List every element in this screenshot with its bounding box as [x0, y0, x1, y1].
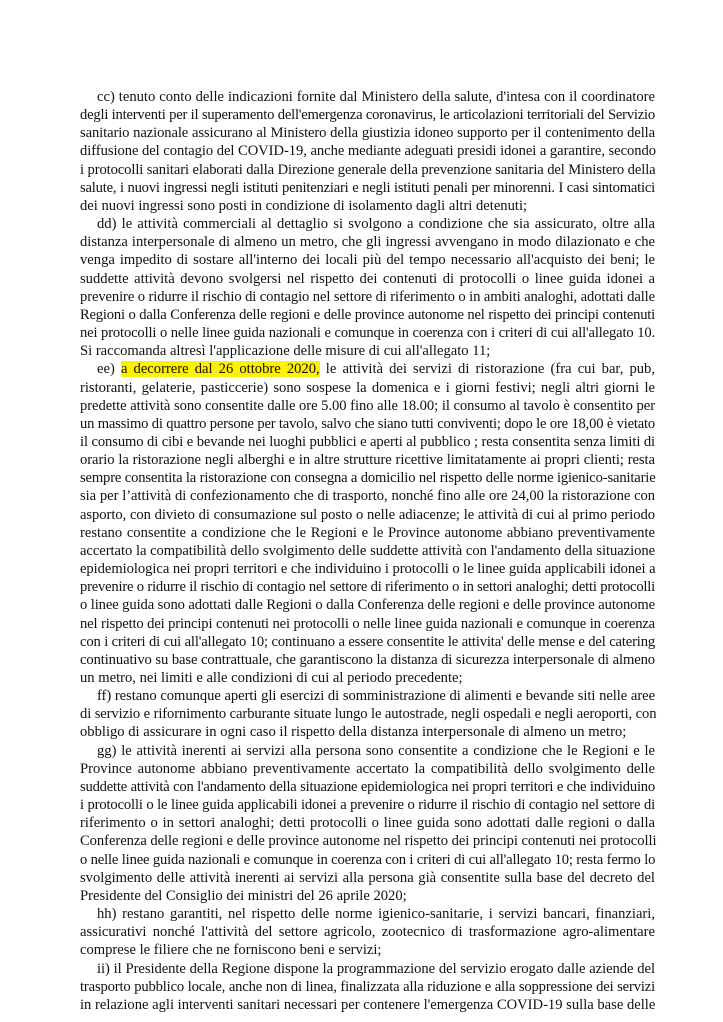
- paragraph-ff: [80, 687, 655, 741]
- text-line: [80, 360, 655, 378]
- text-line: ristoranti, gelaterie, pasticcerie) sono sospese la domenica e i giorni festivi; negli altri giorni le: [80, 379, 655, 396]
- text-line: suddette attività con l'andamento della situazione epidemiologica nei propri territori e che individuino: [80, 778, 655, 795]
- text-line: orario la ristorazione negli alberghi e in altre strutture ricettive limitatamente ai propri clienti; resta: [80, 452, 655, 469]
- text-line: suddette attività devono svolgersi nel rispetto dei contenuti di protocolli o linee guida idonei a: [80, 270, 655, 287]
- text-line: sempre consentita la ristorazione con consegna a domicilio nel rispetto delle norme igienico-sanitarie: [80, 470, 656, 487]
- text-line: venga impedito di sostare all'interno dei locali più del tempo necessario all'acquisto dei beni; le: [80, 252, 655, 269]
- highlighted-text: a decorrere dal 26 ottobre 2020,: [120, 361, 320, 378]
- text-line: comprese le filiere che ne forniscono beni e servizi;: [80, 942, 382, 959]
- text-line: un massimo di quattro persone per tavolo, salvo che siano tutti conviventi; dopo le ore 18,00 è vietato: [80, 415, 655, 432]
- text-line: o linee guida sono adottati dalle Regioni o dalla Conferenza delle regioni e delle province autonome: [80, 597, 655, 614]
- text-line: degli interventi per il superamento dell'emergenza coronavirus, le articolazioni territoriali del Servizio: [80, 107, 655, 124]
- text-line: sanitario nazionale assicurano al Ministero della giustizia idoneo supporto per il contenimento della: [80, 125, 655, 142]
- text-line: il consumo di cibi e bevande nei luoghi pubblici e aperti al pubblico ; resta consentita senza limiti di: [80, 433, 655, 450]
- text-line: continuativo su base contrattuale, che garantiscono la distanza di sicurezza interpersonale di almeno: [80, 651, 655, 668]
- text-line: Regioni o dalla Conferenza delle regioni e delle province autonome nel rispetto dei principi contenuti: [80, 306, 655, 323]
- line-text: le attività dei servizi di ristorazione (fra cui bar, pub,: [319, 361, 655, 378]
- text-line: riferimento o in settori analoghi; detti protocolli o linee guida sono adottati dalle regioni o dalla: [80, 815, 655, 832]
- document-page: [80, 88, 655, 1014]
- text-line: i protocolli o le linee guida applicabili idonei a prevenire o ridurre il rischio di contagio nel settore di: [80, 797, 655, 814]
- text-line: gg) le attività inerenti ai servizi alla persona sono consentite a condizione che le Regioni e le: [97, 742, 655, 759]
- text-line: svolgimento delle attività inerenti ai servizi alla persona già consentite sulla base del decreto del: [80, 869, 655, 886]
- text-line: Presidente del Consiglio dei ministri del 26 aprile 2020;: [80, 887, 407, 904]
- text-line: sia per l’attività di confezionamento che di trasporto, nonché fino alle ore 24,00 la ristorazione con: [80, 488, 655, 505]
- text-line: un metro, nei limiti e alle condizioni di cui al periodo precedente;: [80, 670, 463, 686]
- text-line: prevenire o ridurre il rischio di contagio nel settore di riferimento o in settori analoghi; detti protocolli: [80, 579, 655, 596]
- text-line: asporto, con divieto di consumazione sul posto o nelle adiacenze; le attività di cui al primo periodo: [80, 506, 655, 523]
- paragraph-hh: [80, 905, 655, 959]
- text-line: Si raccomanda altresì l'applicazione delle misure di cui all'allegato 11;: [80, 343, 491, 360]
- text-line: hh) restano garantiti, nel rispetto delle norme igienico-sanitarie, i servizi bancari, finanziari,: [97, 906, 655, 923]
- text-line: distanza interpersonale di almeno un metro, che gli ingressi avvengano in modo dilazionato e che: [80, 234, 655, 251]
- text-line: cc) tenuto conto delle indicazioni fornite dal Ministero della salute, d'intesa con il coordinatore: [97, 89, 655, 105]
- text-line: diffusione del contagio del COVID-19, anche mediante adeguati presidi idonei a garantire, secondo: [80, 143, 657, 160]
- text-line: obbligo di assicurare in ogni caso il rispetto della distanza interpersonale di almeno un metro;: [80, 724, 627, 741]
- paragraph-dd: [80, 215, 655, 360]
- text-line: assicurativi nonché l'attività del settore agricolo, zootecnico di trasformazione agro-alimentare: [80, 924, 655, 941]
- text-line: con i criteri di cui all'allegato 10; continuano a essere consentite le attivita' delle mense e del catering: [80, 633, 655, 650]
- text-line: Province autonome abbiano preventivamente accertato la compatibilità dello svolgimento delle: [80, 760, 655, 777]
- paragraph-ii: [80, 960, 655, 1014]
- text-line: nei protocolli o nelle linee guida nazionali e comunque in coerenza con i criteri di cui all'allegato 10.: [80, 325, 655, 342]
- item-label: ee): [97, 361, 121, 378]
- text-line: in relazione agli interventi sanitari necessari per contenere l'emergenza COVID-19 sulla base delle: [80, 996, 656, 1013]
- paragraph-gg: [80, 742, 655, 905]
- text-line: ii) il Presidente della Regione dispone la programmazione del servizio erogato dalle aziende del: [97, 960, 655, 977]
- text-line: o nelle linee guida nazionali e comunque in coerenza con i criteri di cui all'allegato 10; resta fermo lo: [80, 851, 656, 868]
- paragraph-ee: [80, 360, 655, 687]
- text-line: Conferenza delle regioni e delle province autonome nel rispetto dei principi contenuti nei protocolli: [80, 833, 657, 850]
- text-line: restano consentite a condizione che le Regioni e le Province autonome abbiano preventivamente: [80, 524, 655, 541]
- text-line: epidemiologica nei propri territori e che individuino i protocolli o le linee guida applicabili idonei a: [80, 561, 656, 578]
- text-line: nel rispetto dei principi contenuti nei protocolli o nelle linee guida nazionali e comunque in coerenza: [80, 615, 655, 632]
- text-line: dd) le attività commerciali al dettaglio si svolgono a condizione che sia assicurato, oltre alla: [97, 216, 655, 233]
- paragraph-cc: [80, 88, 655, 215]
- text-line: di servizio e rifornimento carburante situate lungo le autostrade, negli ospedali e negli aeroporti, con: [80, 706, 657, 723]
- text-line: prevenire o ridurre il rischio di contagio nel settore di riferimento o in ambiti analoghi, adottati dalle: [80, 288, 655, 305]
- text-line: ff) restano comunque aperti gli esercizi di somministrazione di alimenti e bevande siti nelle aree: [97, 688, 655, 705]
- text-line: salute, i nuovi ingressi negli istituti penitenziari e negli istituti penali per minorenni. I casi sintomatici: [80, 179, 655, 196]
- text-line: accertato la compatibilità dello svolgimento delle suddette attività con l'andamento della situazione: [80, 542, 655, 559]
- text-line: predette attività sono consentite dalle ore 5.00 fino alle 18.00; il consumo al tavolo è consentito per: [80, 397, 655, 414]
- text-line: dei nuovi ingressi sono posti in condizione di isolamento dagli altri detenuti;: [80, 197, 528, 214]
- text-line: trasporto pubblico locale, anche non di linea, finalizzata alla riduzione e alla soppressione dei servizi: [80, 978, 655, 995]
- text-line: i protocolli sanitari elaborati dalla Direzione generale della prevenzione sanitaria del Ministero della: [80, 161, 656, 178]
